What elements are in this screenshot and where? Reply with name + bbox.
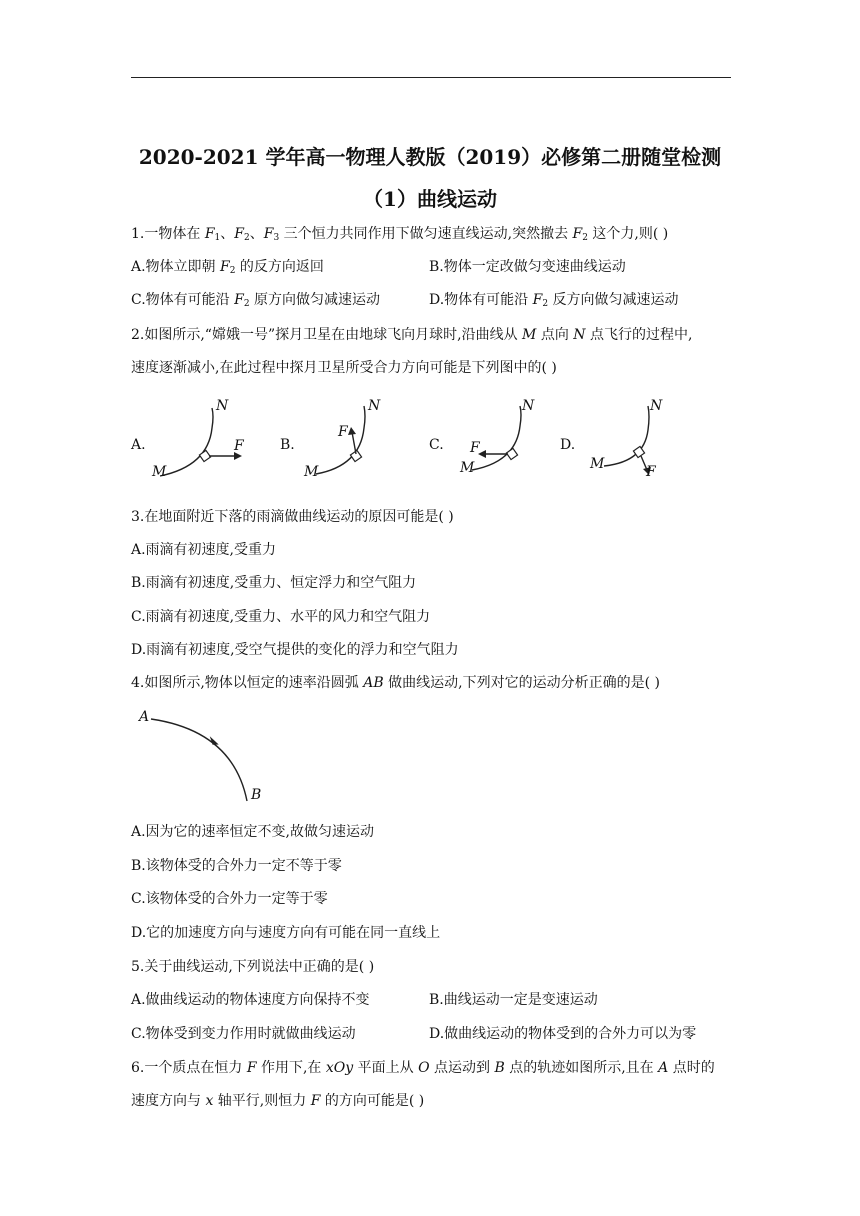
q2-figure-b-label: B. (280, 437, 295, 453)
q2-figure-d-label: D. (560, 437, 576, 453)
q2-figure-c-m-label: M (460, 460, 475, 476)
q2-figure-b (302, 398, 402, 488)
q1-option-a: A.物体立即朝 $F_2$ 的反方向返回 (131, 259, 324, 276)
q1-option-b: B.物体一定改做匀变速曲线运动 (429, 259, 626, 275)
q2-figure-d-diagram (588, 398, 698, 488)
q2-figure-a-m-label: M (152, 464, 167, 480)
q2-figure-d-m-label: M (590, 456, 605, 472)
q3-stem: 3.在地面附近下落的雨滴做曲线运动的原因可能是( ) (131, 509, 454, 525)
q6-stem-line1: 6.一个质点在恒力 F 作用下,在 xOy 平面上从 O 点运动到 B 点的轨迹如图所示,且在 A 点时的 (131, 1060, 715, 1076)
q4-option-a: A.因为它的速率恒定不变,故做匀速运动 (131, 824, 375, 840)
q1-stem: 1.一物体在 $F_1$、$F_2$、$F_3$ 三个恒力共同作用下做匀速直线运动,突然撤去 $F_2$ 这个力,则( ) (131, 226, 669, 243)
q3-option-c: C.雨滴有初速度,受重力、水平的风力和空气阻力 (131, 609, 431, 625)
q2-figure-a-n-label: N (216, 398, 229, 414)
q2-stem-line1: 2.如图所示,“嫦娥一号”探月卫星在由地球飞向月球时,沿曲线从 M 点向 N 点飞行的过程中, (131, 327, 693, 343)
q2-figure-a-label: A. (131, 437, 146, 453)
q2-figure-a-diagram (150, 398, 270, 488)
q5-option-b: B.曲线运动一定是变速运动 (429, 992, 598, 1008)
q2-figure-b-f-label: F (338, 424, 348, 440)
q2-figure-c-label: C. (429, 437, 444, 453)
q2-figure-d-f-label: F (646, 464, 656, 480)
q2-figure-a-f-label: F (234, 438, 244, 454)
q1-option-d: D.物体有可能沿 $F_2$ 反方向做匀减速运动 (429, 292, 679, 309)
q2-figure-b-n-label: N (368, 398, 381, 414)
q3-option-a: A.雨滴有初速度,受重力 (131, 542, 277, 558)
q4-point-b-label: B (251, 787, 262, 803)
q3-option-b: B.雨滴有初速度,受重力、恒定浮力和空气阻力 (131, 575, 417, 591)
q2-figure-c-f-label: F (470, 440, 480, 456)
header-rule (131, 77, 731, 78)
q5-stem: 5.关于曲线运动,下列说法中正确的是( ) (131, 959, 375, 975)
q2-stem-line2: 速度逐渐减小,在此过程中探月卫星所受合力方向可能是下列图中的( ) (131, 360, 557, 376)
q4-option-c: C.该物体受的合外力一定等于零 (131, 891, 328, 907)
q2-figure-c-n-label: N (522, 398, 535, 414)
q2-figure-d (588, 398, 698, 488)
q4-option-d: D.它的加速度方向与速度方向有可能在同一直线上 (131, 925, 441, 941)
q2-figure-a (150, 398, 270, 488)
q2-figure-b-m-label: M (304, 464, 319, 480)
page-title: 2020-2021 学年高一物理人教版（2019）必修第二册随堂检测 (138, 145, 722, 169)
q4-stem: 4.如图所示,物体以恒定的速率沿圆弧 AB 做曲线运动,下列对它的运动分析正确的是( ) (131, 675, 660, 691)
q4-figure (133, 705, 283, 810)
q4-point-a-label: A (139, 709, 150, 725)
q5-option-d: D.做曲线运动的物体受到的合外力可以为零 (429, 1026, 697, 1042)
q4-option-b: B.该物体受的合外力一定不等于零 (131, 858, 342, 874)
q2-figure-d-n-label: N (650, 398, 663, 414)
q3-option-d: D.雨滴有初速度,受空气提供的变化的浮力和空气阻力 (131, 642, 459, 658)
q5-option-a: A.做曲线运动的物体速度方向保持不变 (131, 992, 370, 1008)
q1-option-c: C.物体有可能沿 $F_2$ 原方向做匀减速运动 (131, 292, 381, 309)
q6-stem-line2: 速度方向与 x 轴平行,则恒力 F 的方向可能是( ) (131, 1093, 425, 1109)
q2-figure-c (458, 398, 558, 488)
q5-option-c: C.物体受到变力作用时就做曲线运动 (131, 1026, 356, 1042)
page-subtitle: （1）曲线运动 (363, 187, 497, 211)
